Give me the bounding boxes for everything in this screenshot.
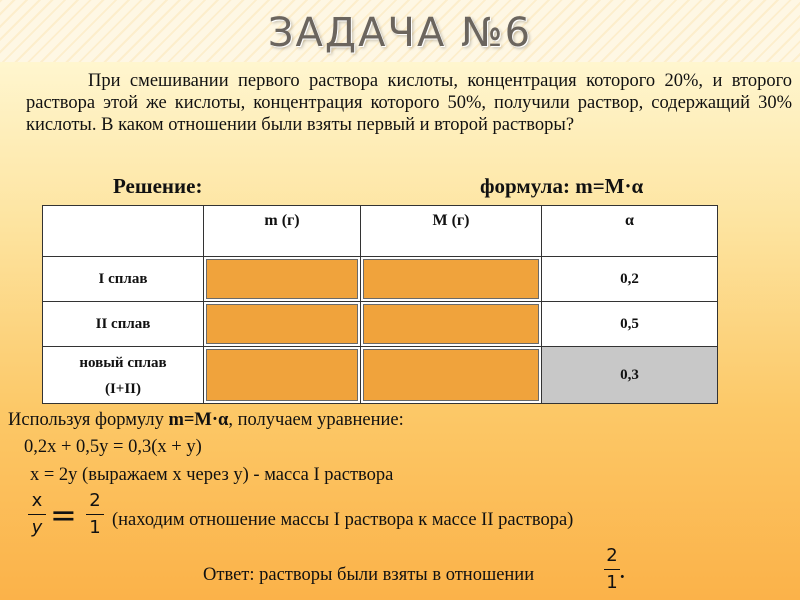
fraction-den: 1 [606, 572, 618, 593]
problem-text: При смешивании первого раствора кислоты, концентрация которого 20%, и второго раствора этой же кислоты, концентрация которого 50%, получили раствор, содержащий 30% кислоты. В каком отношении были взяты первый и второй растворы? [26, 71, 792, 135]
cell-m-3 [204, 347, 361, 404]
slide-title: ЗАДАЧА №6 [267, 10, 533, 56]
table-row [43, 347, 718, 404]
fraction-den: 1 [89, 517, 101, 538]
using-formula-suffix: , получаем уравнение: [228, 410, 404, 430]
cell-M-3 [361, 347, 542, 404]
solution-label: Решение: [113, 174, 203, 198]
header-alpha: α [542, 206, 718, 257]
fraction-num: 2 [606, 545, 618, 566]
fraction-den: y [31, 517, 43, 538]
equals-sign: = [50, 496, 77, 534]
row-label-line2: (I+II) [104, 381, 142, 397]
cell-M-2 [361, 302, 542, 347]
formula-label: формула: m=M·α [480, 174, 644, 198]
using-formula-bold: m=M·α [168, 410, 229, 430]
row-label: II сплав [43, 302, 204, 347]
table-row [43, 257, 718, 302]
using-formula-prefix: Используя формулу [8, 410, 169, 430]
row-label [43, 347, 204, 404]
using-formula-line [8, 410, 404, 431]
fraction-num: x [31, 490, 43, 511]
fraction-num: 2 [89, 490, 101, 511]
data-table [42, 205, 718, 404]
fraction-two-one [86, 491, 104, 538]
row-label: I сплав [43, 257, 204, 302]
header-M: M (г) [361, 206, 542, 257]
answer-line: Ответ: растворы были взяты в отношении [203, 565, 535, 585]
cell-alpha-2: 0,5 [542, 302, 718, 347]
cell-alpha-3: 0,3 [542, 347, 718, 404]
equation-line: 0,2x + 0,5y = 0,3(x + y) [24, 437, 202, 457]
cell-M-1 [361, 257, 542, 302]
row-label-line1: новый сплав [79, 355, 167, 371]
cell-alpha-1: 0,2 [542, 257, 718, 302]
header-m: m (г) [204, 206, 361, 257]
cell-m-2 [204, 302, 361, 347]
ratio-note: (находим отношение массы I раствора к массе II раствора) [112, 510, 574, 530]
express-line: x = 2y (выражаем x через y) - масса I раствора [30, 465, 394, 485]
fraction-xy [28, 491, 46, 538]
fraction-answer [604, 546, 620, 593]
table-row [43, 302, 718, 347]
header-empty [43, 206, 204, 257]
answer-dot: . [620, 563, 625, 583]
table-header-row [43, 206, 718, 257]
cell-m-1 [204, 257, 361, 302]
